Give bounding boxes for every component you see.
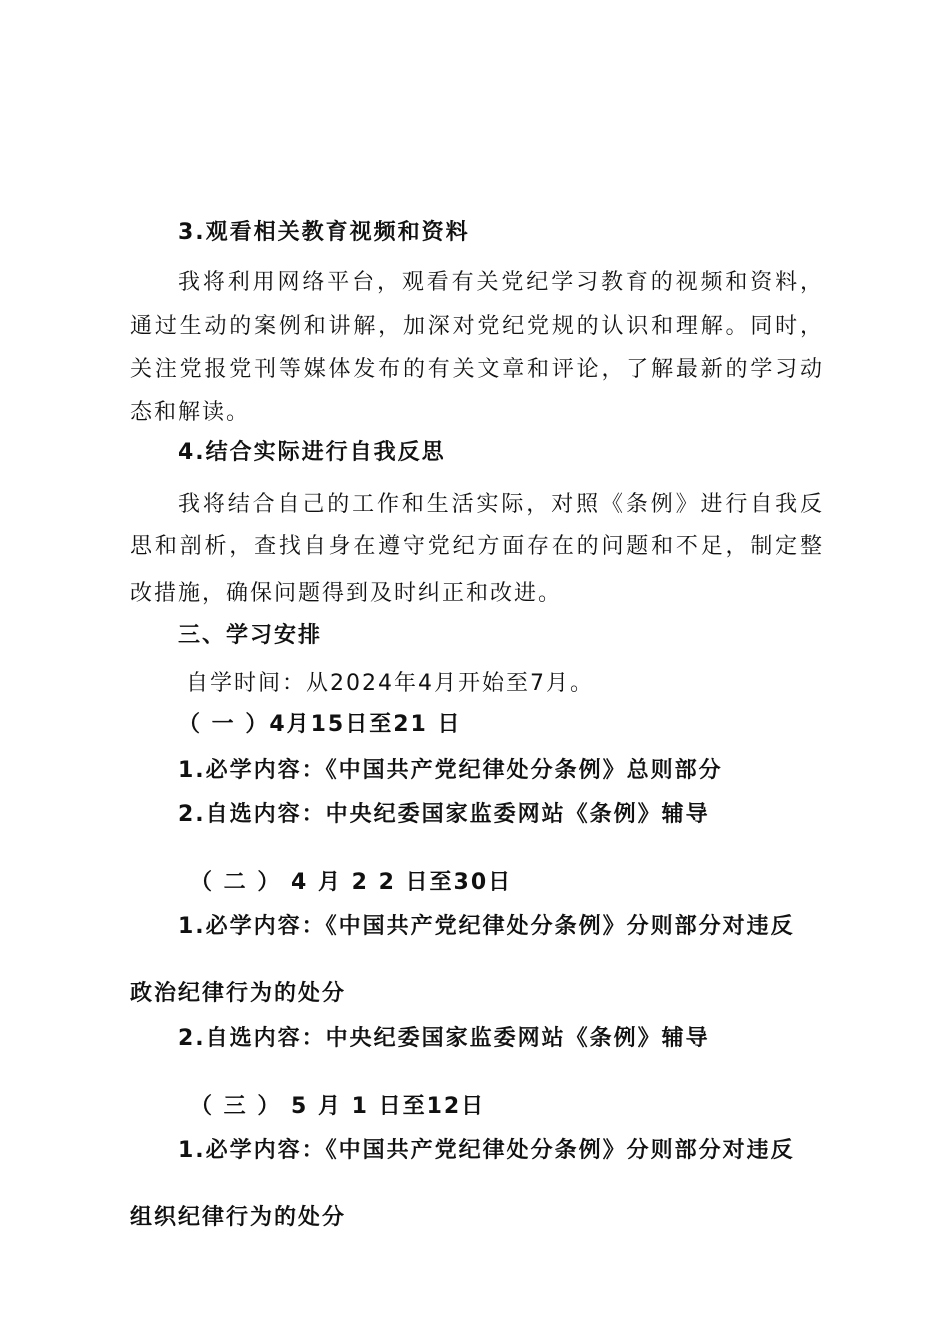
- optional-content: 2.自选内容：中央纪委国家监委网站《条例》辅导: [178, 1026, 710, 1051]
- required-content-continued: 政治纪律行为的处分: [130, 981, 347, 1006]
- paragraph-line: 我将利用网络平台，观看有关党纪学习教育的视频和资料，: [178, 270, 824, 295]
- section-heading: 三、学习安排: [178, 623, 323, 648]
- paragraph-line: 我将结合自己的工作和生活实际，对照《条例》进行自我反: [178, 492, 824, 517]
- optional-content: 2.自选内容：中央纪委国家监委网站《条例》辅导: [178, 802, 710, 827]
- paragraph-line: 思和剖析，查找自身在遵守党纪方面存在的问题和不足，制定整: [130, 534, 824, 559]
- period-heading-2: （ 二 ） 4 月 2 2 日至30日: [190, 870, 513, 895]
- required-content: 1.必学内容：《中国共产党纪律处分条例》分则部分对违反: [178, 914, 795, 939]
- self-study-time: 自学时间：从2024年4月开始至7月。: [186, 671, 594, 696]
- subheading-4: 4.结合实际进行自我反思: [178, 440, 446, 465]
- paragraph-line: 关注党报党刊等媒体发布的有关文章和评论，了解最新的学习动: [130, 357, 824, 382]
- required-content: 1.必学内容：《中国共产党纪律处分条例》分则部分对违反: [178, 1138, 795, 1163]
- paragraph-line: 态和解读。: [130, 400, 251, 425]
- paragraph-line: 改措施，确保问题得到及时纠正和改进。: [130, 581, 563, 606]
- required-content: 1.必学内容：《中国共产党纪律处分条例》总则部分: [178, 758, 723, 783]
- required-content-continued: 组织纪律行为的处分: [130, 1205, 347, 1230]
- paragraph-line: 通过生动的案例和讲解，加深对党纪党规的认识和理解。同时，: [130, 314, 824, 339]
- period-heading-3: （ 三 ） 5 月 1 日至12日: [190, 1094, 486, 1119]
- period-heading-1: （ 一 ）4月15日至21 日: [178, 712, 462, 737]
- subheading-3: 3.观看相关教育视频和资料: [178, 220, 470, 245]
